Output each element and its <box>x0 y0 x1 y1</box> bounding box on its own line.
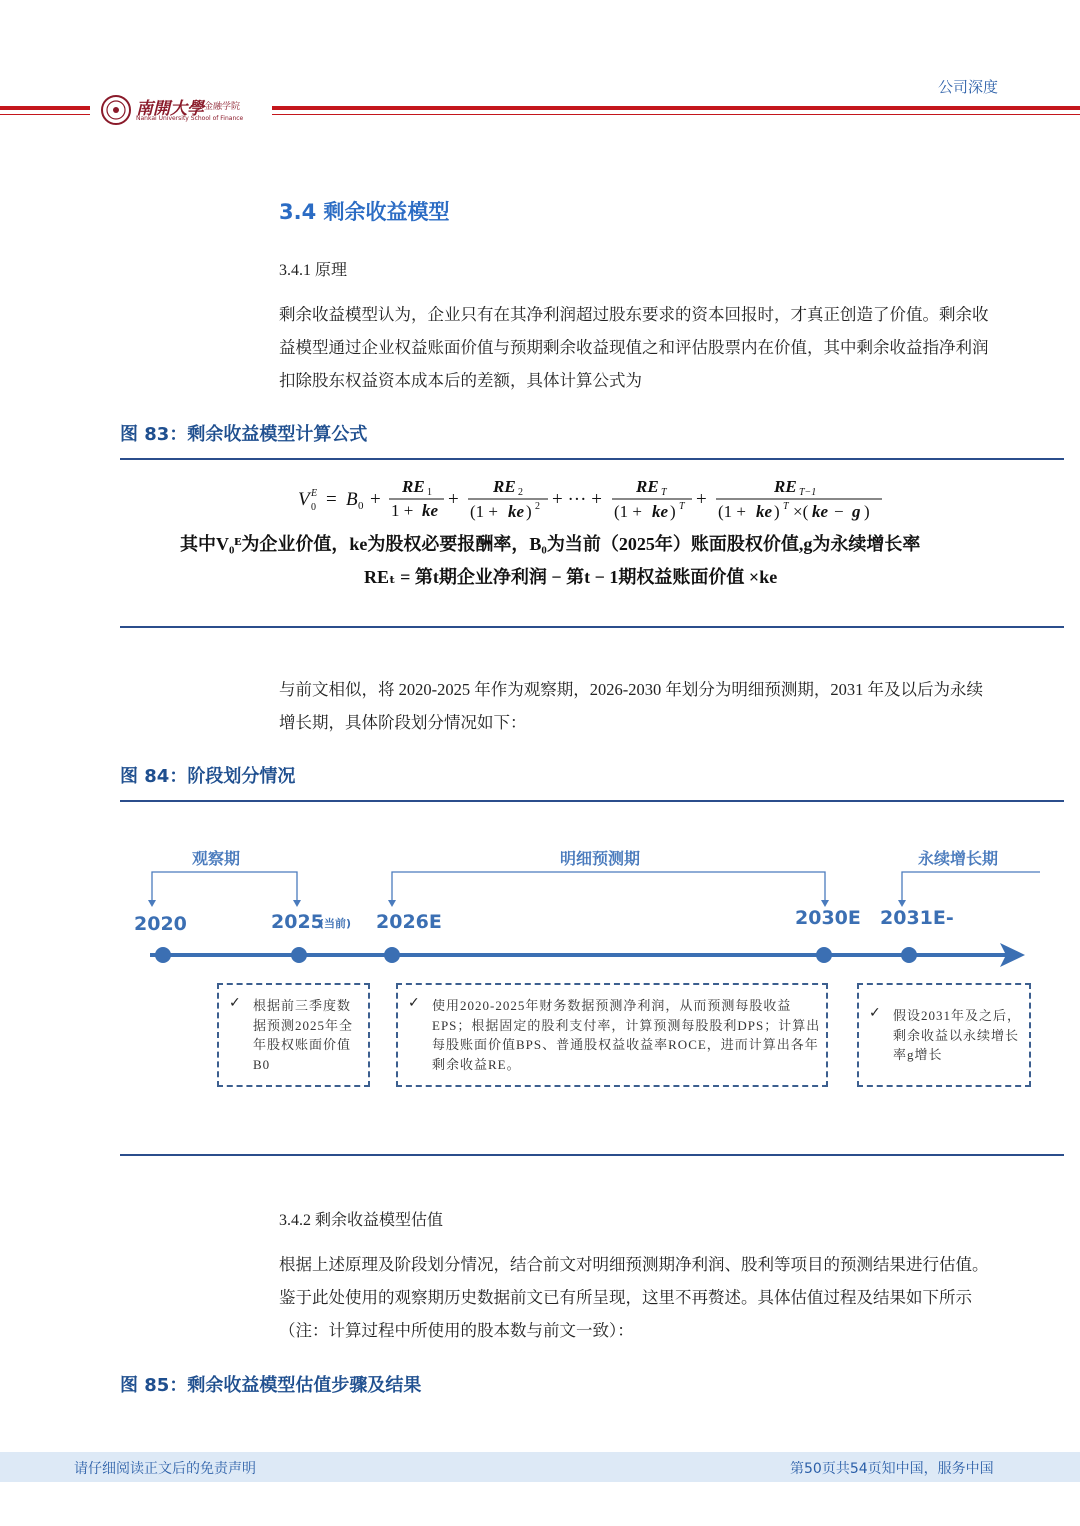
paragraph-principle: 剩余收益模型认为，企业只有在其净利润超过股东要求的资本回报时，才真正创造了价值。剩余收益模型通过企业权益账面价值与预期剩余收益现值之和评估股票内在价值，其中剩余收益指净利润扣除股东权益资本成本后的差额，具体计算公式为 <box>279 305 989 390</box>
svg-text:+: + <box>696 489 707 510</box>
phase-perpetual-label: 永续增长期 <box>918 849 999 868</box>
svg-text:T: T <box>661 487 667 498</box>
timeline-diagram <box>120 830 1064 1100</box>
logo-text: 南開大學 <box>136 99 204 118</box>
year-2025-note: (当前) <box>319 917 352 930</box>
observe-box <box>217 983 370 1087</box>
svg-text:(1 +: (1 + <box>470 502 498 521</box>
svg-text:g: g <box>852 502 861 521</box>
logo <box>100 94 265 128</box>
svg-text:−: − <box>834 502 844 521</box>
svg-text:RE: RE <box>774 477 797 496</box>
svg-text:1 +: 1 + <box>391 501 414 520</box>
logo-english: Nankai University School of Finance <box>136 115 244 122</box>
year-2026e-label: 2026E <box>376 911 442 933</box>
svg-text:1: 1 <box>427 487 432 498</box>
check-icon: ✓ <box>869 1005 881 1021</box>
figure-84-title: 图 84：阶段划分情况 <box>120 766 296 787</box>
subsection-3-4-2: 3.4.2 剩余收益模型估值 <box>279 1212 444 1229</box>
svg-text:): ) <box>774 502 780 521</box>
check-icon: ✓ <box>408 995 420 1011</box>
logo-sub: 金融学院 <box>204 102 241 112</box>
forecast-box <box>396 983 828 1087</box>
svg-text:=: = <box>326 489 337 510</box>
svg-text:RE: RE <box>493 477 516 496</box>
svg-text:ke: ke <box>756 502 773 521</box>
university-seal-icon <box>100 94 132 126</box>
svg-text:B: B <box>346 489 358 510</box>
svg-text:RE: RE <box>402 477 425 496</box>
svg-text:+: + <box>448 489 459 510</box>
svg-text:ke: ke <box>652 502 669 521</box>
svg-text:+ ··· +: + ··· + <box>552 489 602 510</box>
svg-text:ke: ke <box>422 501 439 520</box>
svg-text:): ) <box>670 502 676 521</box>
paragraph-valuation: 根据上述原理及阶段划分情况，结合前文对明细预测期净利润、股利等项目的预测结果进行估值。鉴于此处使用的观察期历史数据前文已有所呈现，这里不再赘述。具体估值过程及结果如下所示（注：计算过程中所使用的股本数与前文一致）： <box>279 1255 989 1340</box>
header-left-thin <box>0 114 90 115</box>
formula-re-definition: REₜ = 第t期企业净利润 − 第t − 1期权益账面价值 ×ke <box>364 567 778 587</box>
header-left-bar <box>0 106 90 110</box>
observe-box-text: 根据前三季度数据预测2025年全年股权账面价值B0 <box>253 998 354 1072</box>
svg-text:): ) <box>864 502 870 521</box>
footer-disclaimer: 请仔细阅读正文后的免责声明 <box>74 1461 256 1477</box>
svg-text:E: E <box>311 488 318 499</box>
header-label: 公司深度 <box>938 78 999 96</box>
figure-84-top-rule <box>120 800 1064 802</box>
year-2030e-label: 2030E <box>795 907 861 929</box>
paragraph-periods: 与前文相似，将 2020-2025 年作为观察期，2026-2030 年划分为明细预测期，2031 年及以后为永续增长期，具体阶段划分情况如下： <box>279 680 983 732</box>
section-title: 3.4 剩余收益模型 <box>279 200 450 224</box>
formula-explanation: 其中V₀ᴱ为企业价值，ke为股权必要报酬率，B₀为当前（2025年）账面股权价值,g为永续增长率 <box>180 534 921 554</box>
year-2025-label: 2025 <box>271 911 324 933</box>
figure-85-title: 图 85：剩余收益模型估值步骤及结果 <box>120 1375 422 1396</box>
figure-83-bottom-rule <box>120 626 1064 628</box>
rim-formula-graphic <box>296 474 896 526</box>
header <box>0 0 1080 130</box>
svg-text:0: 0 <box>311 502 316 513</box>
svg-text:(1 +: (1 + <box>718 502 746 521</box>
svg-text:0: 0 <box>358 500 364 512</box>
svg-text:T: T <box>783 501 789 512</box>
svg-text:2: 2 <box>518 487 523 498</box>
svg-text:ke: ke <box>812 502 829 521</box>
perpetual-box-text: 假设2031年及之后，剩余收益以永续增长率g增长 <box>893 1008 1022 1062</box>
phase-observe-label: 观察期 <box>192 849 241 868</box>
figure-84-bottom-rule <box>120 1154 1064 1156</box>
year-2031e-label: 2031E- <box>880 907 954 929</box>
figure-83-top-rule <box>120 458 1064 460</box>
formula-main <box>296 474 896 524</box>
header-right-thin <box>272 114 1080 115</box>
svg-text:(1 +: (1 + <box>614 502 642 521</box>
phase-forecast-label: 明细预测期 <box>560 849 641 868</box>
perpetual-box <box>857 983 1031 1087</box>
subsection-3-4-1: 3.4.1 原理 <box>279 262 348 279</box>
check-icon: ✓ <box>229 995 241 1011</box>
svg-text:): ) <box>526 502 532 521</box>
svg-text:RE: RE <box>636 477 659 496</box>
svg-text:2: 2 <box>535 501 540 512</box>
svg-text:T: T <box>679 501 685 512</box>
svg-text:T−1: T−1 <box>799 487 817 498</box>
forecast-box-text: 使用2020-2025年财务数据预测净利润，从而预测每股收益EPS；根据固定的股利支付率，计算预测每股股利DPS；计算出每股账面价值BPS、普通股权益收益率ROCE，进而计算出各年剩余收益RE。 <box>432 998 821 1072</box>
header-right-bar <box>272 106 1080 110</box>
svg-text:×(: ×( <box>793 502 809 521</box>
svg-text:+: + <box>370 489 381 510</box>
year-2020-label: 2020 <box>134 913 187 935</box>
svg-text:V: V <box>298 489 310 510</box>
footer-page-info: 第50页共54页知中国，服务中国 <box>790 1461 994 1477</box>
figure-83-title: 图 83：剩余收益模型计算公式 <box>120 424 368 445</box>
svg-text:ke: ke <box>508 502 525 521</box>
